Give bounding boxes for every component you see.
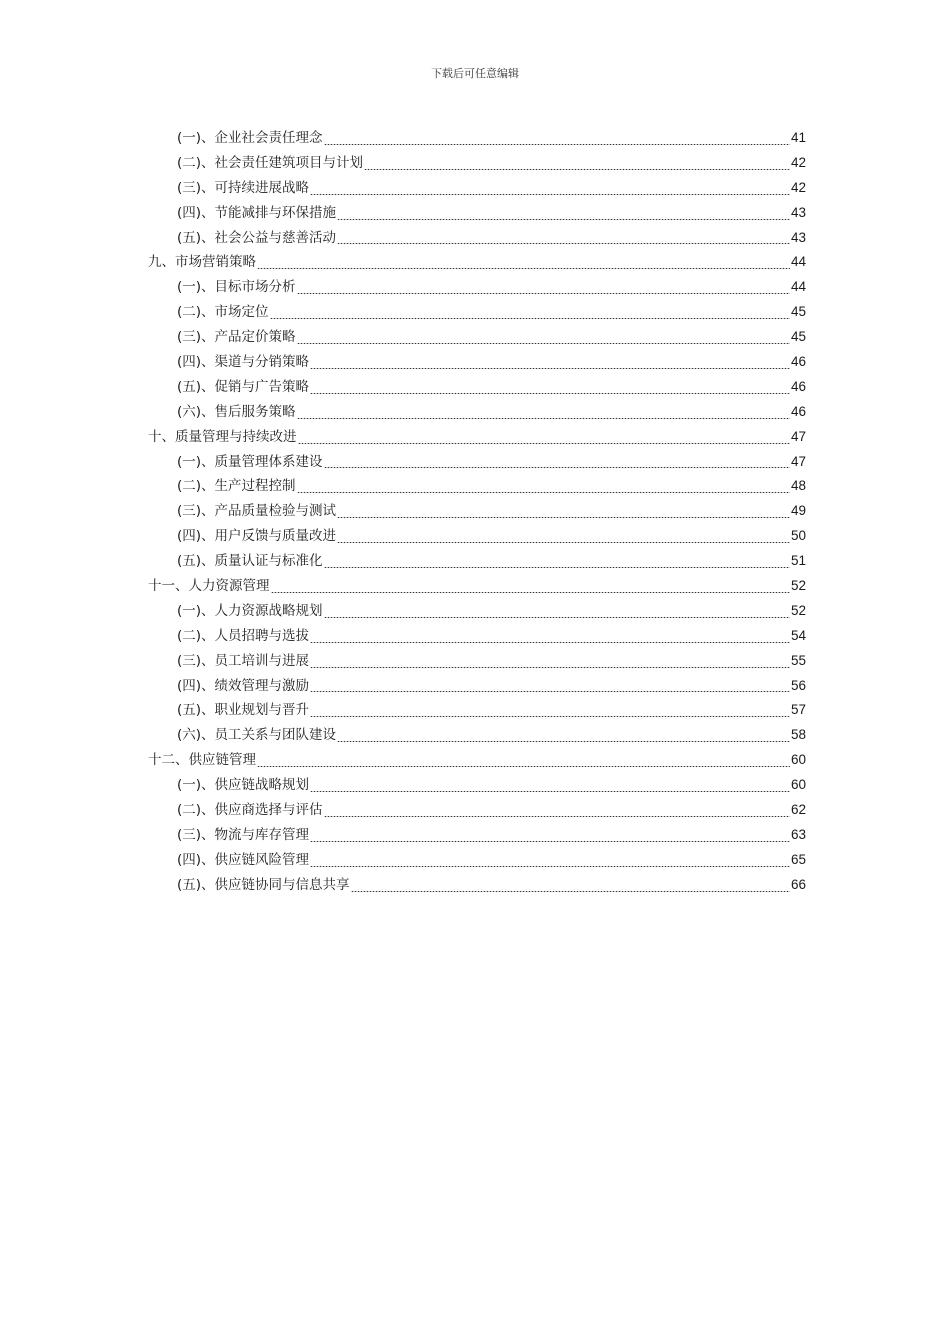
toc-section-entry[interactable] xyxy=(148,698,806,723)
toc-entry-title: (四)、供应链风险管理 xyxy=(177,851,310,868)
toc-dot-leader xyxy=(310,791,790,792)
toc-section-entry[interactable] xyxy=(148,499,806,524)
toc-section-entry[interactable] xyxy=(148,151,806,176)
toc-dot-leader xyxy=(324,567,790,568)
toc-entry-title: (二)、社会责任建筑项目与计划 xyxy=(177,154,364,171)
toc-entry-title: (一)、质量管理体系建设 xyxy=(177,453,323,470)
toc-entry-title: (二)、供应商选择与评估 xyxy=(177,802,323,819)
toc-entry-title: (三)、产品定价策略 xyxy=(177,329,296,346)
toc-chapter-entry[interactable] xyxy=(148,425,806,450)
toc-entry-page-number: 44 xyxy=(790,254,806,270)
toc-section-entry[interactable] xyxy=(148,450,806,475)
toc-entry-title: (五)、社会公益与慈善活动 xyxy=(177,229,337,246)
toc-entry-page-number: 65 xyxy=(790,851,806,867)
toc-entry-title: (四)、渠道与分销策略 xyxy=(177,354,310,371)
toc-entry-page-number: 55 xyxy=(790,652,806,668)
toc-section-entry[interactable] xyxy=(148,350,806,375)
toc-entry-title: (二)、市场定位 xyxy=(177,304,269,321)
toc-dot-leader xyxy=(337,542,790,543)
toc-entry-title: (三)、可持续进展战略 xyxy=(177,179,310,196)
toc-entry-title: (三)、产品质量检验与测试 xyxy=(177,503,337,520)
toc-dot-leader xyxy=(324,144,790,145)
toc-entry-title: (四)、节能减排与环保措施 xyxy=(177,204,337,221)
toc-entry-title: (五)、质量认证与标准化 xyxy=(177,553,323,570)
toc-dot-leader xyxy=(337,243,790,244)
toc-entry-page-number: 52 xyxy=(790,578,806,594)
toc-section-entry[interactable] xyxy=(148,624,806,649)
toc-section-entry[interactable] xyxy=(148,649,806,674)
toc-entry-page-number: 62 xyxy=(790,802,806,818)
toc-entry-page-number: 58 xyxy=(790,727,806,743)
toc-dot-leader xyxy=(271,592,790,593)
toc-entry-title: (六)、员工关系与团队建设 xyxy=(177,727,337,744)
toc-entry-page-number: 45 xyxy=(790,304,806,320)
toc-entry-title: 十二、供应链管理 xyxy=(148,752,256,769)
toc-dot-leader xyxy=(337,741,790,742)
toc-section-entry[interactable] xyxy=(148,823,806,848)
toc-dot-leader xyxy=(310,841,790,842)
toc-entry-page-number: 50 xyxy=(790,528,806,544)
toc-dot-leader xyxy=(324,816,790,817)
toc-dot-leader xyxy=(324,467,790,468)
toc-entry-title: (五)、促销与广告策略 xyxy=(177,378,310,395)
toc-entry-page-number: 49 xyxy=(790,503,806,519)
toc-entry-page-number: 46 xyxy=(790,354,806,370)
toc-entry-page-number: 44 xyxy=(790,279,806,295)
toc-entry-page-number: 47 xyxy=(790,453,806,469)
toc-entry-page-number: 52 xyxy=(790,602,806,618)
toc-dot-leader xyxy=(310,716,790,717)
toc-section-entry[interactable] xyxy=(148,275,806,300)
toc-section-entry[interactable] xyxy=(148,599,806,624)
toc-dot-leader xyxy=(310,642,790,643)
toc-section-entry[interactable] xyxy=(148,201,806,226)
toc-dot-leader xyxy=(310,667,790,668)
toc-entry-title: (一)、供应链战略规划 xyxy=(177,777,310,794)
toc-entry-page-number: 60 xyxy=(790,777,806,793)
toc-entry-page-number: 42 xyxy=(790,154,806,170)
toc-dot-leader xyxy=(257,268,790,269)
toc-entry-page-number: 46 xyxy=(790,378,806,394)
toc-entry-title: (二)、人员招聘与选拔 xyxy=(177,627,310,644)
toc-dot-leader xyxy=(297,343,790,344)
toc-entry-page-number: 47 xyxy=(790,428,806,444)
toc-entry-title: (四)、用户反馈与质量改进 xyxy=(177,528,337,545)
toc-entry-page-number: 57 xyxy=(790,702,806,718)
toc-entry-page-number: 51 xyxy=(790,553,806,569)
toc-dot-leader xyxy=(324,617,790,618)
toc-entry-page-number: 66 xyxy=(790,876,806,892)
toc-entry-page-number: 45 xyxy=(790,329,806,345)
toc-section-entry[interactable] xyxy=(148,773,806,798)
toc-dot-leader xyxy=(310,194,790,195)
toc-entry-page-number: 60 xyxy=(790,752,806,768)
toc-entry-page-number: 43 xyxy=(790,204,806,220)
toc-dot-leader xyxy=(257,766,790,767)
toc-chapter-entry[interactable] xyxy=(148,250,806,275)
toc-dot-leader xyxy=(298,443,790,444)
toc-section-entry[interactable] xyxy=(148,375,806,400)
table-of-contents xyxy=(148,126,806,898)
toc-entry-page-number: 46 xyxy=(790,403,806,419)
toc-entry-title: (二)、生产过程控制 xyxy=(177,478,296,495)
toc-dot-leader xyxy=(310,393,790,394)
toc-entry-title: 十一、人力资源管理 xyxy=(148,578,270,595)
toc-section-entry[interactable] xyxy=(148,549,806,574)
toc-section-entry[interactable] xyxy=(148,126,806,151)
toc-entry-page-number: 63 xyxy=(790,826,806,842)
toc-entry-page-number: 48 xyxy=(790,478,806,494)
toc-dot-leader xyxy=(310,368,790,369)
toc-section-entry[interactable] xyxy=(148,300,806,325)
toc-entry-title: (五)、供应链协同与信息共享 xyxy=(177,876,350,893)
toc-chapter-entry[interactable] xyxy=(148,748,806,773)
toc-dot-leader xyxy=(297,492,790,493)
toc-dot-leader xyxy=(351,891,790,892)
toc-section-entry[interactable] xyxy=(148,723,806,748)
page-header: 下载后可任意编辑 xyxy=(431,67,519,80)
toc-entry-title: (四)、绩效管理与激励 xyxy=(177,677,310,694)
toc-section-entry[interactable] xyxy=(148,226,806,251)
toc-entry-page-number: 43 xyxy=(790,229,806,245)
toc-section-entry[interactable] xyxy=(148,798,806,823)
toc-section-entry[interactable] xyxy=(148,325,806,350)
toc-entry-title: 九、市场营销策略 xyxy=(148,254,256,271)
toc-entry-title: (三)、物流与库存管理 xyxy=(177,826,310,843)
toc-dot-leader xyxy=(297,418,790,419)
toc-section-entry[interactable] xyxy=(148,848,806,873)
toc-dot-leader xyxy=(310,691,790,692)
toc-section-entry[interactable] xyxy=(148,474,806,499)
toc-section-entry[interactable] xyxy=(148,400,806,425)
toc-entry-page-number: 54 xyxy=(790,627,806,643)
toc-entry-title: (三)、员工培训与进展 xyxy=(177,652,310,669)
toc-dot-leader xyxy=(270,318,790,319)
toc-section-entry[interactable] xyxy=(148,873,806,898)
toc-entry-title: (五)、职业规划与晋升 xyxy=(177,702,310,719)
toc-section-entry[interactable] xyxy=(148,176,806,201)
toc-entry-page-number: 42 xyxy=(790,179,806,195)
toc-dot-leader xyxy=(297,293,790,294)
toc-entry-title: (一)、企业社会责任理念 xyxy=(177,130,323,146)
toc-entry-page-number: 56 xyxy=(790,677,806,693)
toc-entry-title: (一)、目标市场分析 xyxy=(177,279,296,296)
toc-section-entry[interactable] xyxy=(148,674,806,699)
toc-section-entry[interactable] xyxy=(148,524,806,549)
toc-entry-title: (六)、售后服务策略 xyxy=(177,403,296,420)
toc-entry-page-number: 41 xyxy=(790,130,806,145)
toc-entry-title: 十、质量管理与持续改进 xyxy=(148,428,297,445)
toc-dot-leader xyxy=(310,866,790,867)
toc-entry-title: (一)、人力资源战略规划 xyxy=(177,602,323,619)
toc-dot-leader xyxy=(337,517,790,518)
toc-dot-leader xyxy=(337,219,790,220)
toc-dot-leader xyxy=(364,169,790,170)
toc-chapter-entry[interactable] xyxy=(148,574,806,599)
